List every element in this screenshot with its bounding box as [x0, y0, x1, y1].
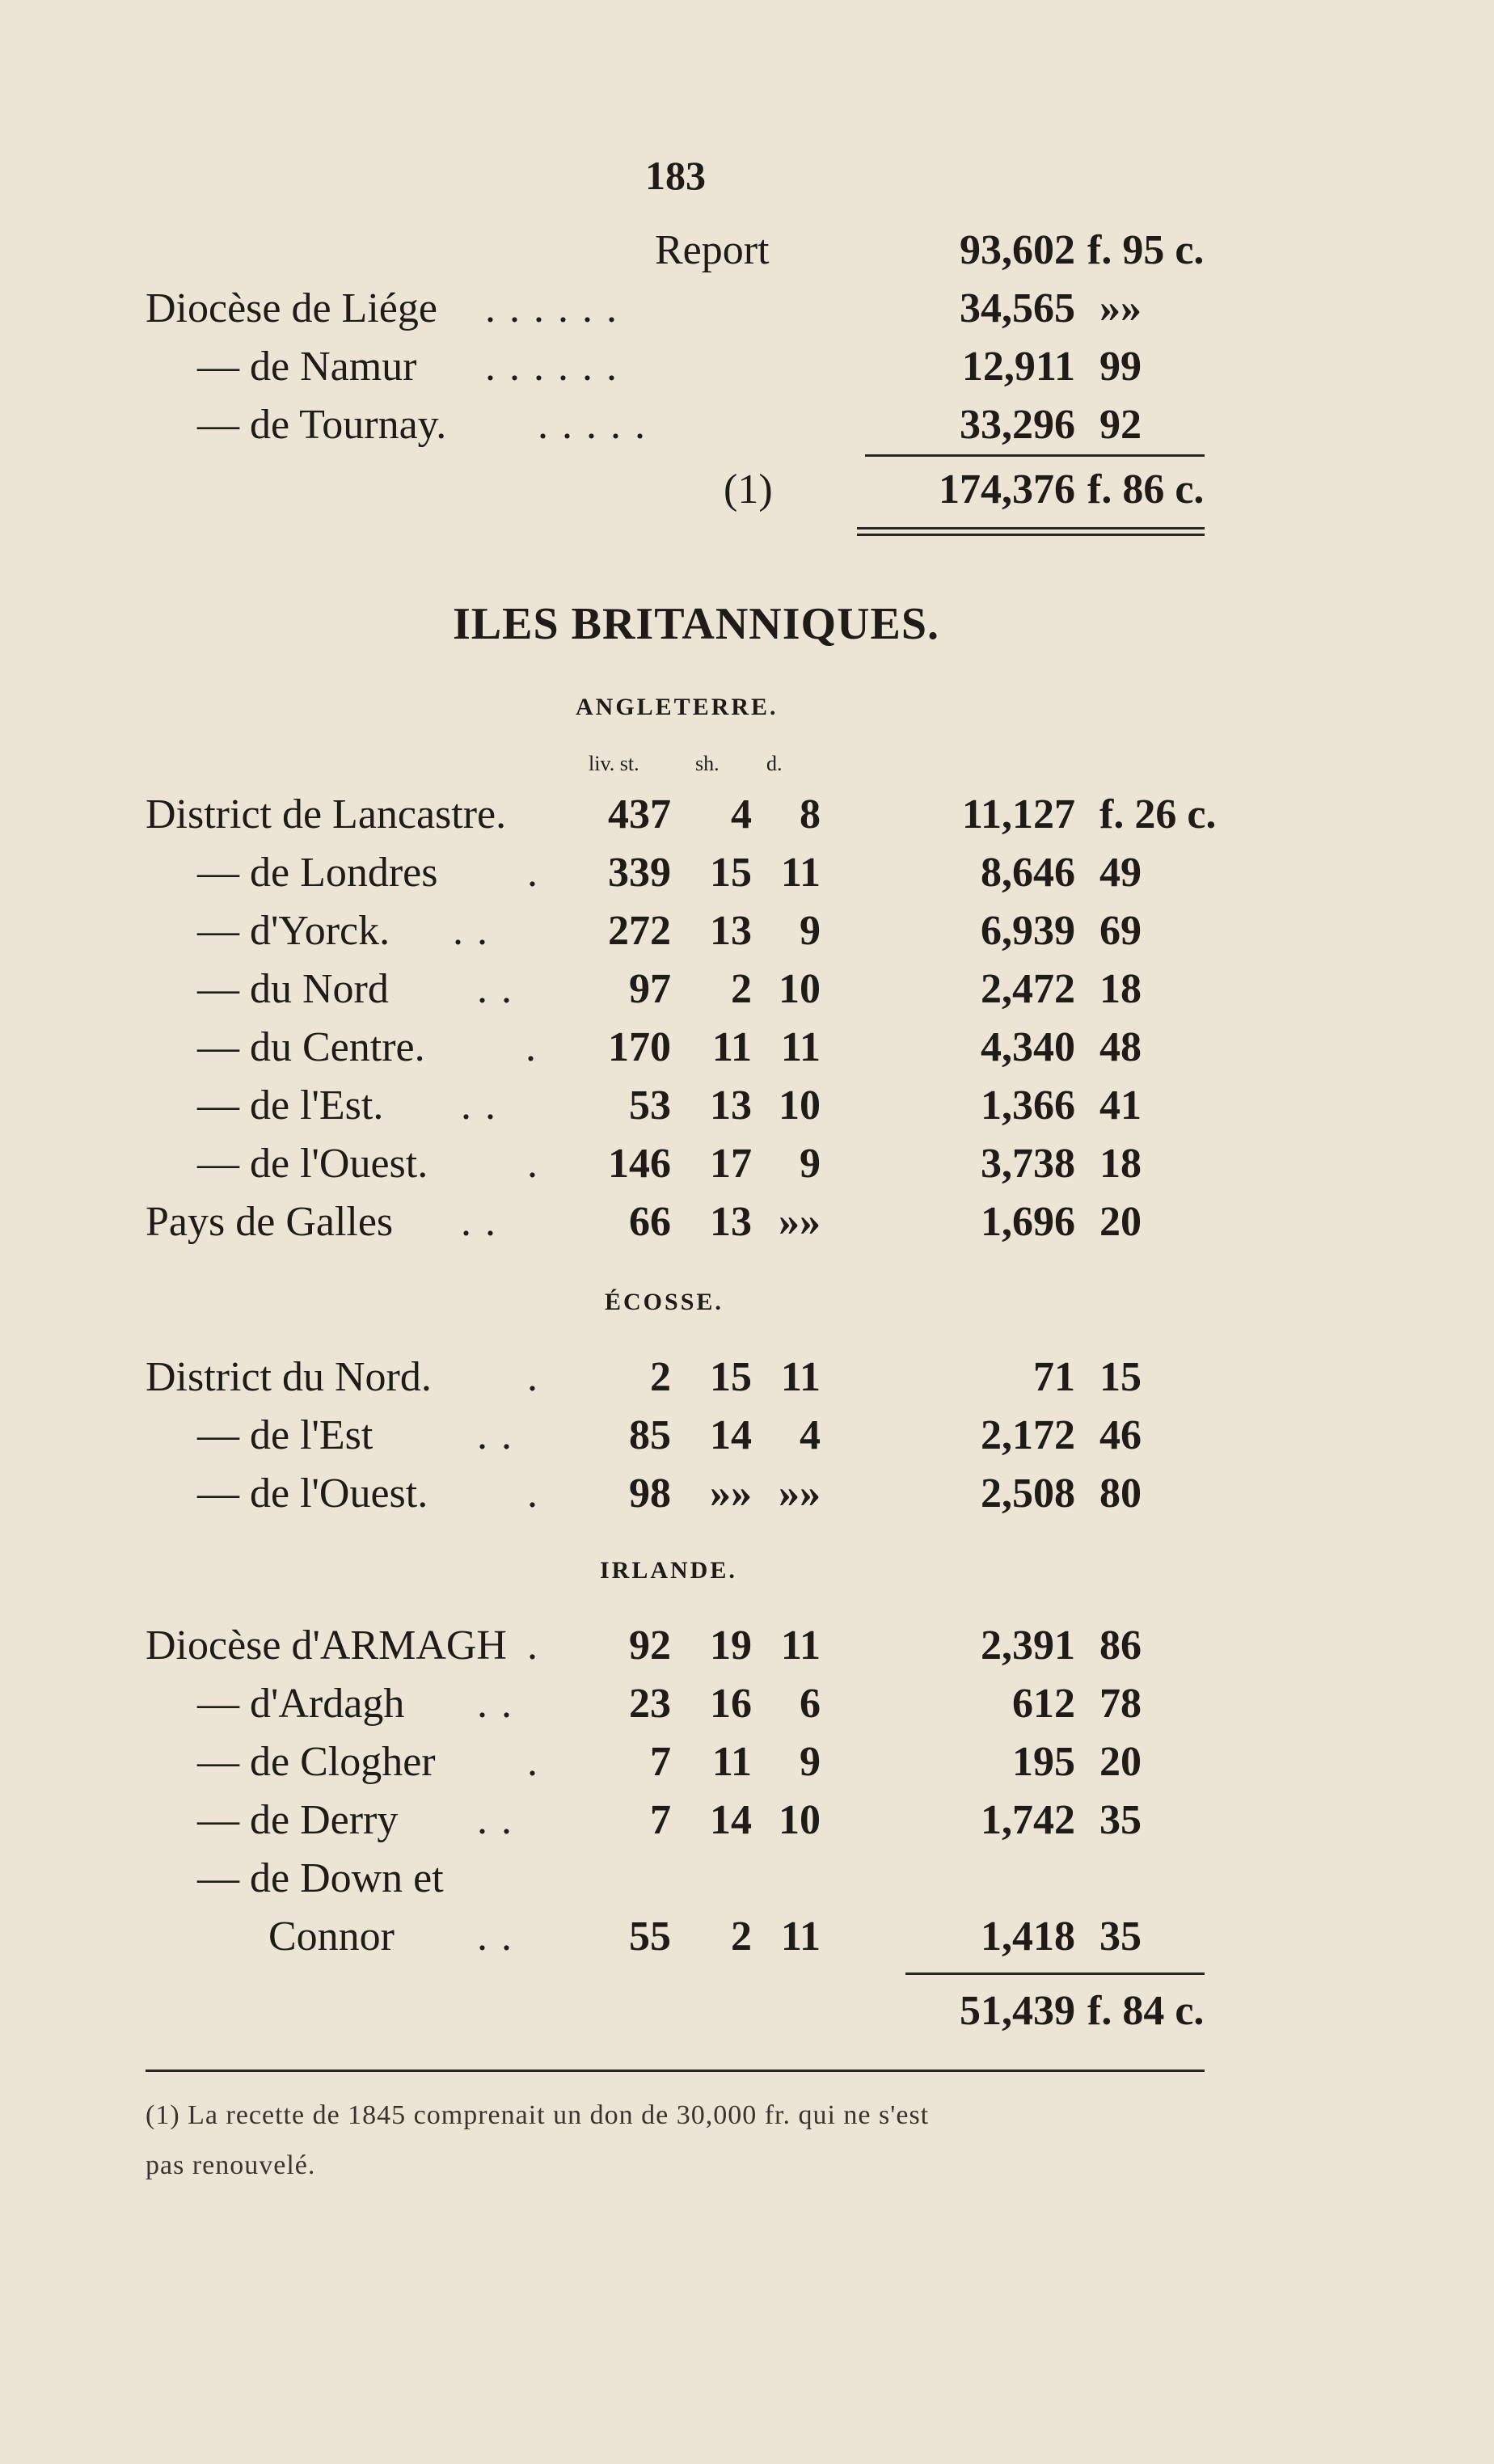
row-cents: 18: [1099, 966, 1142, 1012]
row-cents: 99: [1099, 344, 1142, 390]
row-pence: 9: [800, 908, 821, 954]
row-pence: 8: [800, 791, 821, 838]
row-label: — de Namur: [197, 344, 417, 390]
belgium-total-row: [0, 464, 1494, 516]
row-pence: 9: [800, 1141, 821, 1187]
row-label: Diocèse de Liége: [146, 285, 437, 331]
subtotal-rule: [865, 454, 1205, 457]
row-francs: 71: [1033, 1354, 1075, 1400]
row-cents: 86: [1099, 1622, 1142, 1669]
row-livres: 2: [650, 1354, 671, 1400]
row-shillings: 15: [710, 1354, 752, 1400]
belgium-row: [0, 283, 1494, 335]
row-pence: 11: [780, 1024, 821, 1070]
row-francs: 4,340: [981, 1024, 1075, 1070]
table-row: [0, 1678, 1494, 1730]
leader-dots: . . . . . .: [485, 285, 618, 331]
leader-dots: . .: [477, 1681, 513, 1727]
row-livres: 23: [629, 1681, 671, 1727]
total-cents: f. 86 c.: [1087, 466, 1205, 513]
row-cents: 41: [1099, 1082, 1142, 1129]
row-shillings: 17: [710, 1141, 752, 1187]
row-label: — du Centre.: [197, 1024, 425, 1070]
subsection-title: IRLANDE.: [600, 1557, 737, 1584]
row-livres: 53: [629, 1082, 671, 1129]
table-row: [0, 1138, 1494, 1190]
row-francs: 6,939: [981, 908, 1075, 954]
row-label: — du Nord: [197, 966, 389, 1012]
unit-pence: d.: [766, 752, 783, 775]
row-label: — d'Yorck.: [197, 908, 390, 954]
row-cents: 18: [1099, 1141, 1142, 1187]
row-cents: 48: [1099, 1024, 1142, 1070]
row-pence: 11: [780, 1622, 821, 1669]
report-label: Report: [655, 227, 770, 273]
row-shillings: 13: [710, 1199, 752, 1245]
report-francs: 93,602: [960, 227, 1075, 273]
report-cents: f. 95 c.: [1087, 227, 1205, 273]
grand-total-row: [0, 1985, 1494, 2037]
row-shillings: 2: [731, 966, 752, 1012]
footnote-line: pas renouvelé.: [146, 2150, 316, 2180]
row-livres: 437: [608, 791, 671, 838]
subsection-title: ÉCOSSE.: [605, 1289, 724, 1315]
row-label: — de l'Ouest.: [197, 1470, 428, 1517]
row-shillings: 11: [711, 1024, 752, 1070]
section-heading: ILES BRITANNIQUES.: [453, 599, 940, 649]
row-livres: 55: [629, 1913, 671, 1960]
leader-dots: .: [527, 1739, 539, 1785]
double-rule-bottom: [857, 534, 1205, 536]
row-cents: 46: [1099, 1412, 1142, 1458]
row-francs: 34,565: [960, 285, 1075, 331]
row-label: — de Down et: [197, 1855, 444, 1901]
row-cents: 92: [1099, 402, 1142, 448]
leader-dots: . .: [461, 1082, 497, 1129]
row-cents: f. 26 c.: [1099, 791, 1217, 838]
table-row: [0, 964, 1494, 1015]
leader-dots: . .: [477, 1797, 513, 1843]
footnote-line: (1) La recette de 1845 comprenait un don de 30,000 fr. qui ne s'est: [146, 2100, 930, 2130]
row-cents: 69: [1099, 908, 1142, 954]
row-label: — de l'Ouest.: [197, 1141, 428, 1187]
leader-dots: .: [527, 1141, 539, 1187]
row-shillings: 13: [710, 1082, 752, 1129]
total-francs: 174,376: [939, 466, 1075, 513]
row-livres: 85: [629, 1412, 671, 1458]
table-row: [0, 1736, 1494, 1788]
leader-dots: . .: [477, 966, 513, 1012]
row-livres: 98: [629, 1470, 671, 1517]
row-cents: 35: [1099, 1913, 1142, 1960]
row-cents: 35: [1099, 1797, 1142, 1843]
leader-dots: .: [527, 1622, 539, 1669]
leader-dots: .: [527, 1354, 539, 1400]
total-rule: [905, 1972, 1205, 1975]
belgium-row: [0, 399, 1494, 451]
footnote-ref: (1): [724, 466, 773, 513]
row-label: — de Londres: [197, 850, 438, 896]
table-row: [0, 1410, 1494, 1462]
row-francs: 33,296: [960, 402, 1075, 448]
row-label: — d'Ardagh: [197, 1681, 405, 1727]
leader-dots: . .: [453, 908, 489, 954]
row-cents: 80: [1099, 1470, 1142, 1517]
row-shillings: 19: [710, 1622, 752, 1669]
row-shillings: »»: [710, 1470, 752, 1517]
leader-dots: . .: [477, 1412, 513, 1458]
row-pence: 10: [779, 1797, 821, 1843]
row-label: Diocèse d'ARMAGH: [146, 1622, 507, 1669]
belgium-row: [0, 341, 1494, 393]
row-francs: 2,391: [981, 1622, 1075, 1669]
table-row: [0, 905, 1494, 957]
leader-dots: . .: [477, 1913, 513, 1960]
row-francs: 195: [1012, 1739, 1075, 1785]
row-francs: 612: [1012, 1681, 1075, 1727]
row-francs: 11,127: [961, 791, 1075, 838]
row-francs: 12,911: [961, 344, 1075, 390]
row-livres: 7: [650, 1739, 671, 1785]
table-row: [0, 1468, 1494, 1520]
table-row-label-continued: [0, 1853, 1494, 1905]
page-number: 183: [645, 153, 706, 198]
table-row: [0, 847, 1494, 899]
row-shillings: 11: [711, 1739, 752, 1785]
row-livres: 66: [629, 1199, 671, 1245]
table-row: [0, 1911, 1494, 1963]
row-francs: 1,366: [981, 1082, 1075, 1129]
row-pence: »»: [779, 1470, 821, 1517]
row-pence: 10: [779, 1082, 821, 1129]
row-cents: 20: [1099, 1739, 1142, 1785]
row-livres: 170: [608, 1024, 671, 1070]
row-pence: 11: [780, 1913, 821, 1960]
row-shillings: 16: [710, 1681, 752, 1727]
table-row: [0, 1352, 1494, 1403]
row-pence: »»: [779, 1199, 821, 1245]
leader-dots: .: [525, 1024, 538, 1070]
row-livres: 7: [650, 1797, 671, 1843]
row-cents: »»: [1099, 285, 1142, 331]
row-cents: 49: [1099, 850, 1142, 896]
leader-dots: .: [527, 850, 539, 896]
leader-dots: .: [527, 1470, 539, 1517]
row-label: Connor: [268, 1913, 395, 1960]
leader-dots: . .: [461, 1199, 497, 1245]
row-pence: 11: [780, 1354, 821, 1400]
row-livres: 92: [629, 1622, 671, 1669]
row-francs: 1,742: [981, 1797, 1075, 1843]
grand-total-francs: 51,439: [960, 1988, 1075, 2034]
table-row: [0, 1080, 1494, 1132]
row-shillings: 14: [710, 1412, 752, 1458]
table-row: [0, 1022, 1494, 1074]
unit-shillings: sh.: [695, 752, 720, 775]
row-label: — de l'Est: [197, 1412, 374, 1458]
row-label: District de Lancastre.: [146, 791, 507, 838]
row-shillings: 15: [710, 850, 752, 896]
row-livres: 97: [629, 966, 671, 1012]
row-pence: 9: [800, 1739, 821, 1785]
row-pence: 6: [800, 1681, 821, 1727]
row-shillings: 14: [710, 1797, 752, 1843]
row-label: — de Derry: [197, 1797, 399, 1843]
report-row: [0, 225, 1494, 276]
row-pence: 11: [780, 850, 821, 896]
row-shillings: 2: [731, 1913, 752, 1960]
row-francs: 2,508: [981, 1470, 1075, 1517]
row-francs: 2,472: [981, 966, 1075, 1012]
row-francs: 8,646: [981, 850, 1075, 896]
table-row: [0, 1196, 1494, 1248]
row-shillings: 4: [731, 791, 752, 838]
row-cents: 20: [1099, 1199, 1142, 1245]
row-pence: 4: [800, 1412, 821, 1458]
row-livres: 339: [608, 850, 671, 896]
row-pence: 10: [779, 966, 821, 1012]
row-francs: 1,418: [981, 1913, 1075, 1960]
row-francs: 2,172: [981, 1412, 1075, 1458]
row-cents: 15: [1099, 1354, 1142, 1400]
row-livres: 272: [608, 908, 671, 954]
row-shillings: 13: [710, 908, 752, 954]
row-livres: 146: [608, 1141, 671, 1187]
leader-dots: . . . . .: [538, 402, 647, 448]
row-label: — de l'Est.: [197, 1082, 384, 1129]
row-francs: 1,696: [981, 1199, 1075, 1245]
grand-total-cents: f. 84 c.: [1087, 1988, 1205, 2034]
row-label: — de Clogher: [197, 1739, 436, 1785]
unit-livres: liv. st.: [589, 752, 639, 775]
row-cents: 78: [1099, 1681, 1142, 1727]
footnote-separator: [146, 2070, 1205, 2072]
leader-dots: . . . . . .: [485, 344, 618, 390]
row-label: Pays de Galles: [146, 1199, 394, 1245]
table-row: [0, 789, 1494, 841]
row-francs: 3,738: [981, 1141, 1075, 1187]
double-rule-top: [857, 527, 1205, 530]
subsection-title: ANGLETERRE.: [576, 694, 779, 720]
row-label: — de Tournay.: [197, 402, 447, 448]
table-row: [0, 1795, 1494, 1846]
row-label: District du Nord.: [146, 1354, 432, 1400]
table-row: [0, 1620, 1494, 1672]
